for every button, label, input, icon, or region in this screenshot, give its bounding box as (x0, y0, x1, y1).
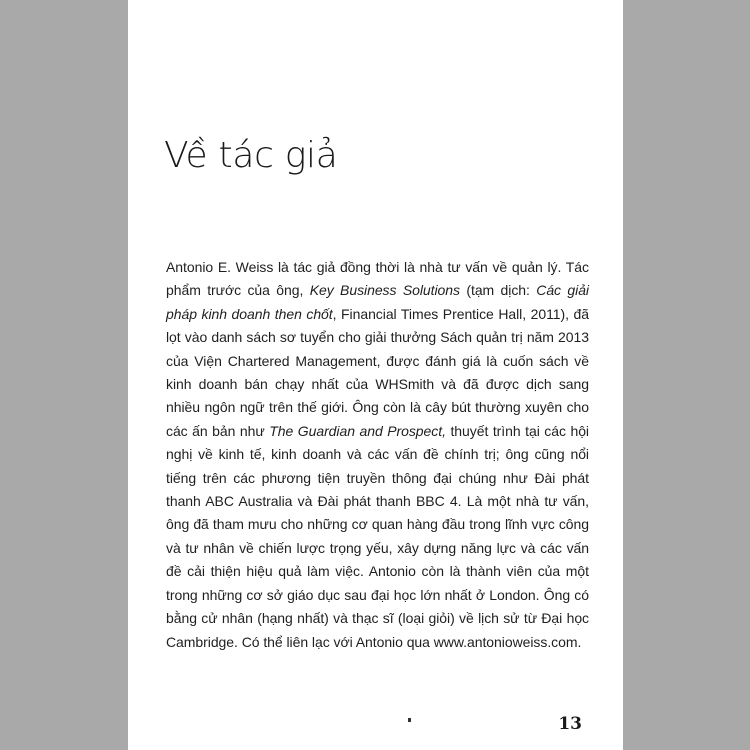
bio-text-4: thuyết trình tại các hội nghị về kinh tế, kinh doanh và các vấn đề chính trị; ông cũng nổi tiếng trên các phương tiện truyền thông đại chúng như Đài phát thanh ABC Australia và Đài phát thanh BBC 4. Là một nhà tư vấn, ông đã tham mưu cho những cơ quan hàng đầu trong lĩnh vực công và tư nhân về chiến lược trọng yếu, xây dựng năng lực và các vấn đề cải thiện hiệu quả làm việc. Antonio còn là thành viên của một trong những cơ sở giáo dục sau đại học lớn nhất ở London. Ông có bằng cử nhân (hạng nhất) và thạc sĩ (loại giỏi) về lịch sử từ Đại học Cambridge. Có thể liên lạc với Antonio qua www.antonioweiss.com. (166, 422, 589, 650)
page-number: 13 (558, 714, 582, 734)
bio-text-3: , Financial Times Prentice Hall, 2011), đã lọt vào danh sách sơ tuyển cho giải thưởng Sách quản trị năm 2013 của Viện Chartered Management, được đánh giá là cuốn sách về kinh doanh bán chạy nhất của WHSmith và đã được dịch sang nhiều ngôn ngữ trên thế giới. Ông còn là cây bút thường xuyên cho các ấn bản như (166, 305, 590, 439)
page-title: Về tác giả (164, 135, 338, 176)
book-title: Key Business Solutions (309, 282, 460, 299)
publications: The Guardian and Prospect, (269, 422, 446, 439)
book-title-translation: Các giải pháp kinh doanh then chốt (166, 282, 589, 322)
author-bio (166, 256, 589, 654)
bio-text-1: Antonio E. Weiss là tác giả đồng thời là nhà tư vấn về quản lý. Tác phẩm trước của ông, (166, 259, 589, 299)
bio-text-2: (tạm dịch: (459, 282, 537, 299)
book-page (128, 0, 623, 750)
bio-paragraph (166, 256, 589, 654)
print-speck (408, 718, 411, 722)
